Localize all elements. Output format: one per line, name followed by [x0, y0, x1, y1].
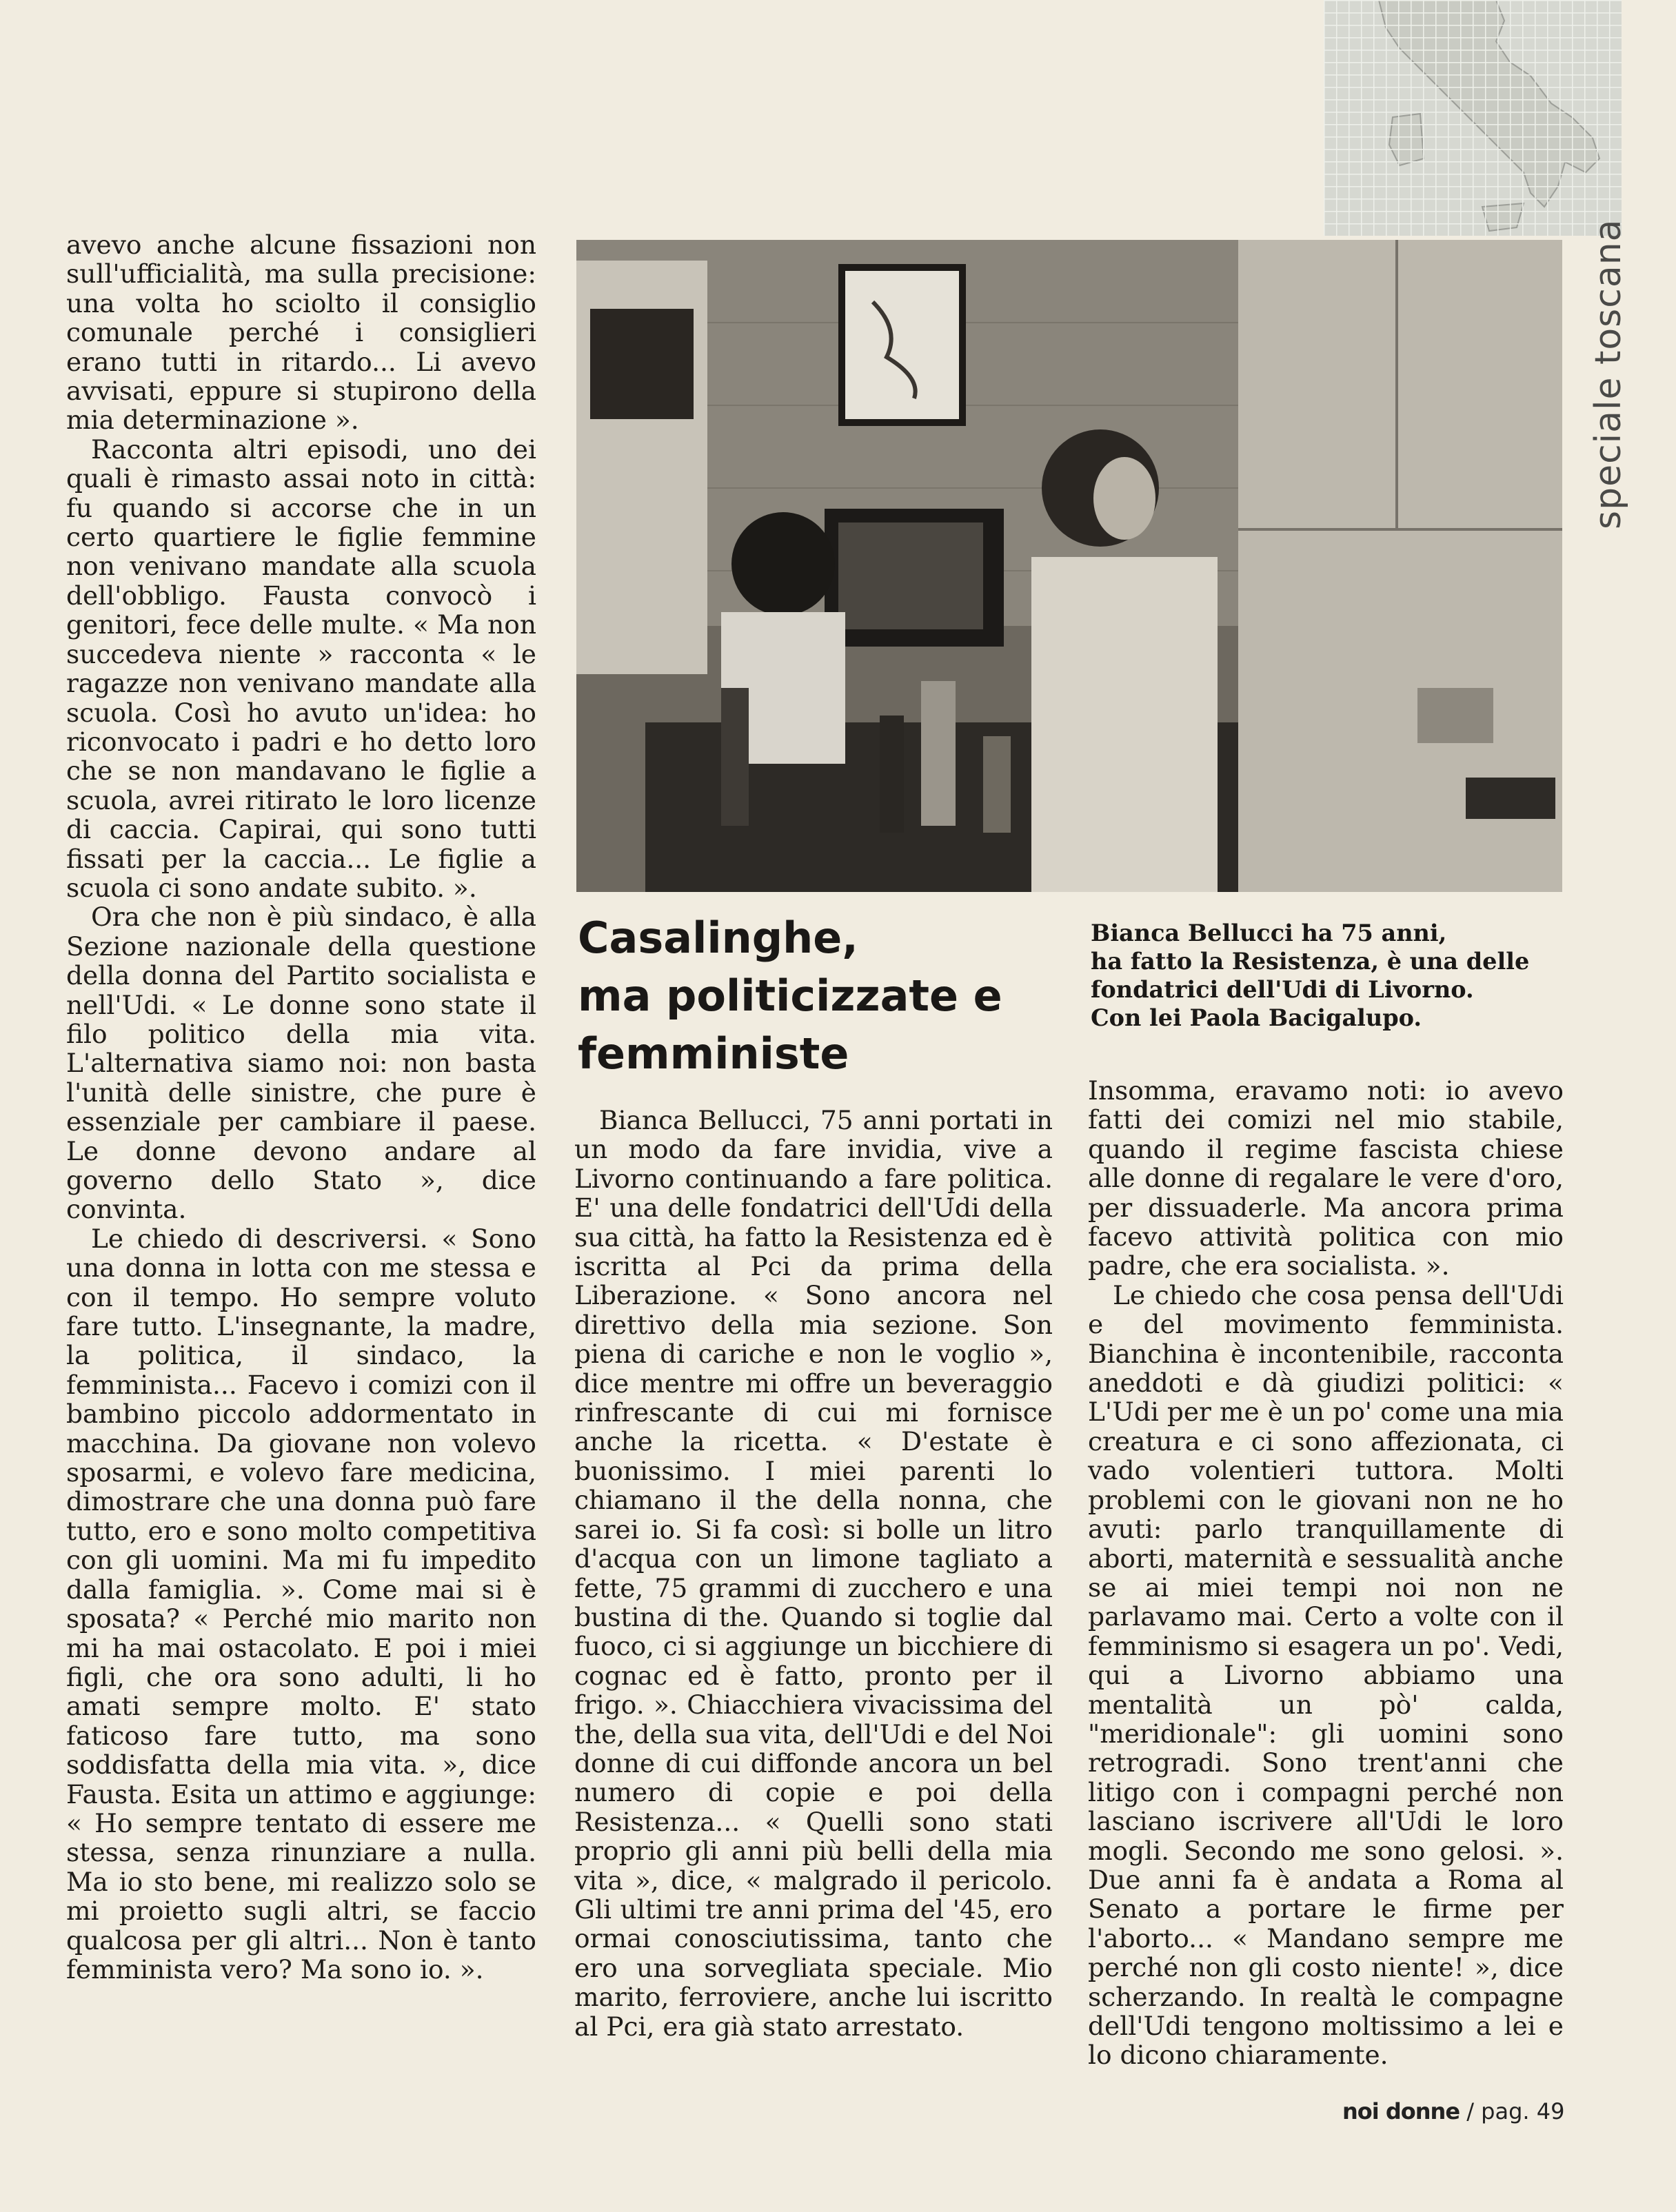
- article-photo: [576, 240, 1562, 892]
- article-headline: [578, 909, 1053, 1083]
- caption-line: Con lei Paola Bacigalupo.: [1091, 1004, 1422, 1031]
- headline-line: ma politicizzate e: [578, 971, 1002, 1021]
- paragraph: Insomma, eravamo noti: io avevo fatti dei comizi nel mio stabile, quando il regime fascista chiese alle donne di regalare le vere d'oro, per dissuaderle. Ma ancora prima facevo attività politica con mio padre, che era socialista. ».: [1088, 1075, 1564, 1281]
- caption-line: ha fatto la Resistenza, è una delle: [1091, 948, 1530, 975]
- caption-line: Bianca Bellucci ha 75 anni,: [1091, 920, 1447, 946]
- italy-map-graphic: [1324, 0, 1622, 236]
- paragraph: Racconta altri episodi, uno dei quali è rimasto assai noto in città: fu quando si accorse che in un certo quartiere le figlie femmine non venivano mandate alla scuola dell'obbligo. Fausta convocò i genitori, fece delle multe. « Ma non succedeva niente » racconta « le ragazze non venivano mandate alla scuola. Così ho avuto un'idea: ho riconvocato i padri e ho detto loro che se non mandavano le figlie a scuola, avrei ritirato le loro licenze di caccia. Capirai, qui sono tutti fissati per la caccia... Le figlie a scuola ci sono andate subito. ».: [66, 434, 536, 903]
- caption-line: fondatrici dell'Udi di Livorno.: [1091, 976, 1474, 1003]
- page-footer: [1342, 2098, 1564, 2124]
- section-label: speciale toscana: [1588, 219, 1629, 529]
- paragraph: Bianca Bellucci, 75 anni portati in un modo da fare invidia, vive a Livorno continuando a fare politica. E' una delle fondatrici dell'Udi della sua città, ha fatto la Resistenza ed è iscritta al Pci da prima della Liberazione. « Sono ancora nel direttivo della mia sezione. Son piena di cariche e non le voglio », dice mentre mi offre un beveraggio rinfrescante di cui mi fornisce anche la ricetta. « D'estate è buonissimo. I miei parenti lo chiamano il the della nonna, che sarei io. Si fa così: si bolle un litro d'acqua con un limone tagliato a fette, 75 grammi di zucchero e una bustina di the. Quando si toglie dal fuoco, ci si aggiunge un bicchiere di cognac ed è fatto, pronto per il frigo. ». Chiacchiera vivacissima del the, della sua vita, dell'Udi e del Noi donne di cui diffonde ancora un bel numero di copie e poi della Resistenza... « Quelli sono stati proprio gli anni più belli della mia vita », dice, « malgrado il pericolo. Gli ultimi tre anni prima del '45, ero ormai conosciutissima, tanto che ero una sorvegliata speciale. Mio marito, ferroviere, anche lui iscritto al Pci, era già stato arrestato.: [574, 1105, 1053, 2042]
- paragraph: avevo anche alcune fissazioni non sull'ufficialità, ma sulla precisione: una volta ho sciolto il consiglio comunale perché i consiglieri erano tutti in ritardo... Li avevo avvisati, eppure si stupirono della mia determinazione ».: [66, 230, 536, 436]
- headline-line: femministe: [578, 1028, 849, 1079]
- footer-separator: /: [1466, 2098, 1474, 2124]
- page-number: pag. 49: [1481, 2098, 1565, 2124]
- article-column-left: [66, 230, 536, 1984]
- headline-line: Casalinghe,: [578, 913, 858, 963]
- paragraph: Le chiedo che cosa pensa dell'Udi e del movimento femminista. Bianchina è incontenibile, racconta aneddoti e dà giudizi politici: « L'Udi per me è un po' come una mia creatura e ci sono affezionata, ci vado volentieri tuttora. Molti problemi con le giovani non ne ho avuti: parlo tranquillamente di aborti, maternità e sessualità anche se ai miei tempi noi non ne parlavamo mai. Certo a volte con il femminismo si esagera un po'. Vedi, qui a Livorno abbiamo una mentalità un pò' calda, "meridionale": gli uomini sono retrogradi. Sono trent'anni che litigo con i compagni perché non lasciano iscrivere all'Udi le loro mogli. Secondo me sono gelosi. ». Due anni fa è andata a Roma al Senato a portare le firme per l'aborto... « Mandano sempre me perché non gli costo niente! », dice scherzando. In realtà le compagne dell'Udi tengono moltissimo a lei e lo dicono chiaramente.: [1088, 1279, 1564, 2071]
- paragraph: Le chiedo di descriversi. « Sono una donna in lotta con me stessa e con il tempo. Ho sempre voluto fare tutto. L'insegnante, la madre, la politica, il sindaco, la femminista... Facevo i comizi con il bambino piccolo addormentato in macchina. Da giovane non volevo sposarmi, e volevo fare medicina, dimostrare che una donna può fare tutto, ero e sono molto competitiva con gli uomini. Ma mi fu impedito dalla famiglia. ». Come mai si è sposata? « Perché mio marito non mi ha mai ostacolato. E poi i miei figli, che ora sono adulti, li ho amati sempre molto. E' stato faticoso fare tutto, ma sono soddisfatta della mia vita. », dice Fausta. Esita un attimo e aggiunge: « Ho sempre tentato di essere me stessa, senza rinunziare a nulla. Ma io sto bene, mi realizzo solo se mi proietto sugli altri, se faccio qualcosa per gli altri... Non è tanto femminista vero? Ma sono io. ».: [66, 1223, 536, 1985]
- magazine-brand: noi donne: [1342, 2098, 1460, 2124]
- photo-caption: [1091, 919, 1573, 1032]
- article-column-right: [1088, 1076, 1564, 2070]
- photo-icon: [576, 240, 1562, 892]
- paragraph: Ora che non è più sindaco, è alla Sezione nazionale della questione della donna del Partito socialista e nell'Udi. « Le donne sono state il filo politico della mia vita. L'alternativa siamo noi: non basta l'unità delle sinistre, che pure è essenziale per cambiare il paese. Le donne devono andare al governo dello Stato », dice convinta.: [66, 902, 536, 1225]
- article-column-middle: [574, 1106, 1053, 2041]
- italy-map-icon: [1324, 0, 1622, 236]
